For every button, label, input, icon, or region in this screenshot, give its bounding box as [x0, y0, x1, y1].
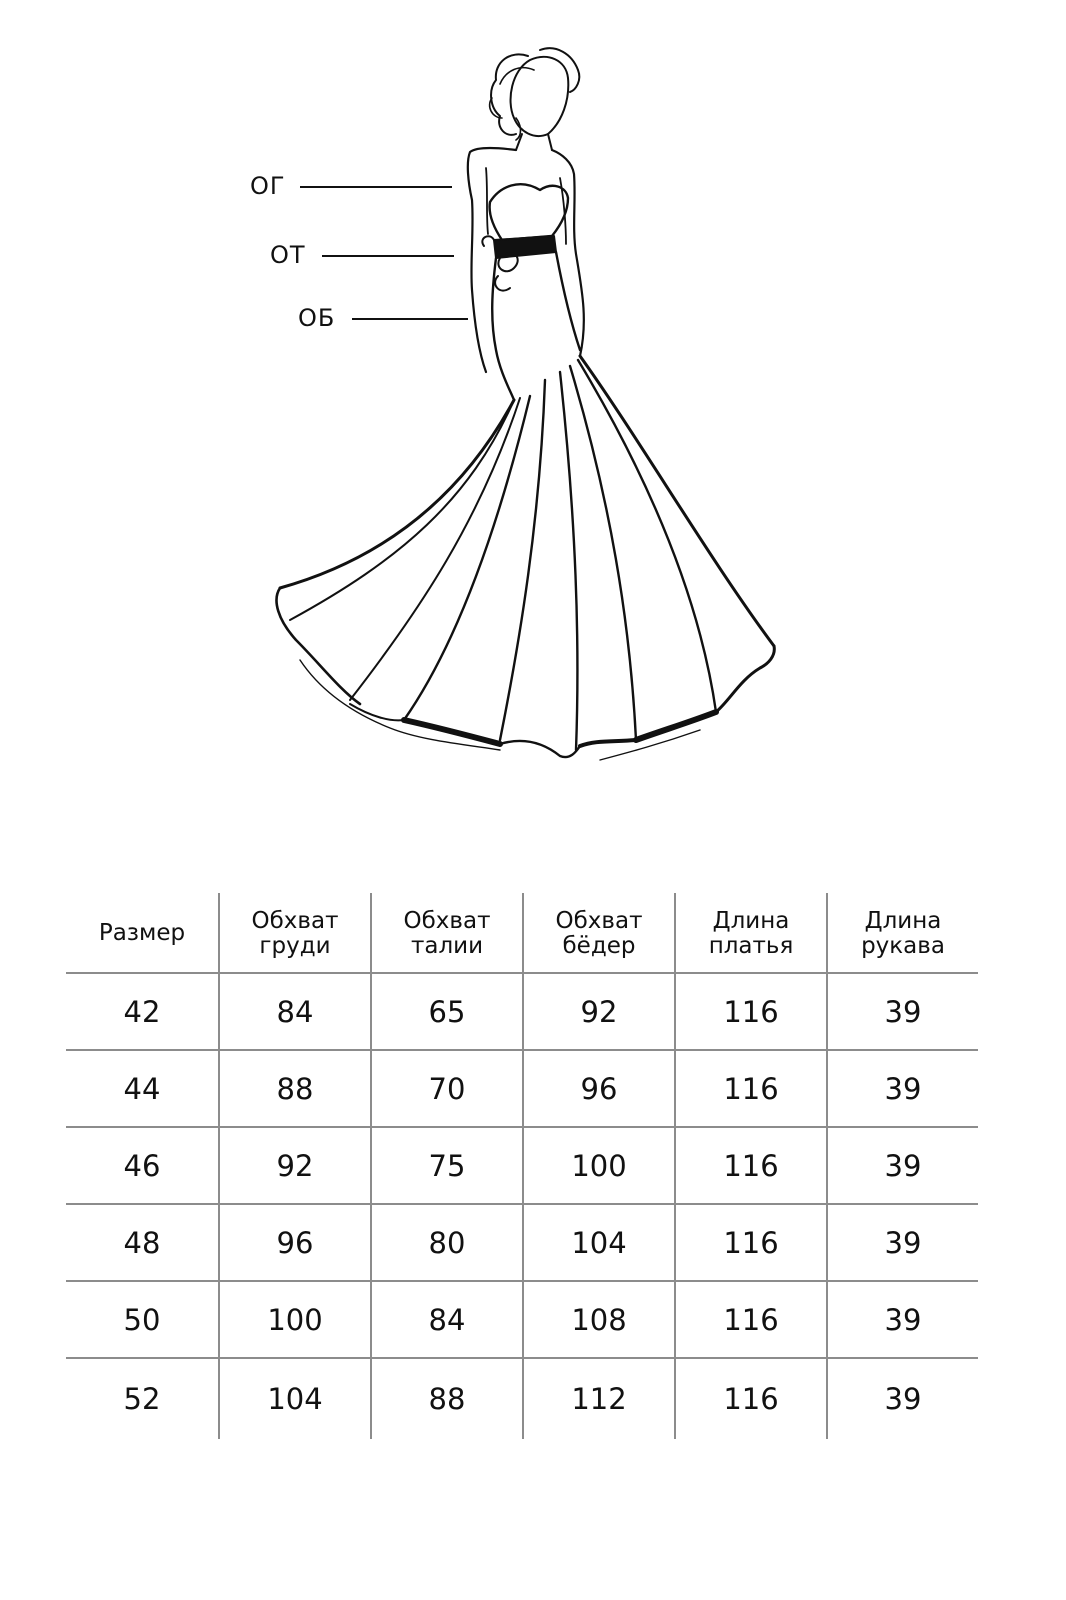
cell-size: 52: [123, 1382, 161, 1416]
cell-hips: 96: [522, 1051, 674, 1126]
cell-dress-length: 116: [674, 1282, 826, 1357]
waist-label: ОТ: [270, 241, 306, 269]
table-row: [66, 974, 978, 1051]
cell-bust: 88: [218, 1051, 370, 1126]
cell-size: 48: [123, 1225, 161, 1260]
cell-bust: 104: [218, 1359, 370, 1439]
cell-sleeve-length: 39: [826, 1128, 978, 1203]
header-sleeve-length: Длина рукава: [826, 893, 978, 972]
cell-hips: 112: [522, 1359, 674, 1439]
header-dress-length: Длина платья: [674, 893, 826, 972]
waist-pointer-line: [322, 255, 454, 257]
cell-hips: 104: [522, 1205, 674, 1280]
cell-dress-length: 116: [674, 974, 826, 1049]
cell-sleeve-length: 39: [826, 1205, 978, 1280]
table-row: [66, 1205, 978, 1282]
cell-dress-length: 116: [674, 1128, 826, 1203]
table-row: [66, 1128, 978, 1205]
cell-hips: 92: [522, 974, 674, 1049]
bust-label: ОГ: [250, 172, 286, 200]
header-size: Размер: [98, 920, 186, 946]
cell-sleeve-length: 39: [826, 1282, 978, 1357]
table-row: [66, 1359, 978, 1439]
size-table: [66, 893, 978, 1439]
cell-sleeve-length: 39: [826, 1359, 978, 1439]
cell-size: 44: [123, 1071, 161, 1106]
header-hips: Обхват бёдер: [522, 893, 674, 972]
cell-waist: 70: [370, 1051, 522, 1126]
cell-waist: 80: [370, 1205, 522, 1280]
table-row: [66, 1282, 978, 1359]
hips-label: ОБ: [298, 304, 336, 332]
cell-bust: 96: [218, 1205, 370, 1280]
cell-sleeve-length: 39: [826, 974, 978, 1049]
cell-dress-length: 116: [674, 1205, 826, 1280]
header-bust: Обхват груди: [218, 893, 370, 972]
bust-pointer-line: [300, 186, 452, 188]
cell-dress-length: 116: [674, 1359, 826, 1439]
header-waist: Обхват талии: [370, 893, 522, 972]
cell-waist: 75: [370, 1128, 522, 1203]
cell-size: 42: [123, 994, 161, 1029]
cell-bust: 84: [218, 974, 370, 1049]
cell-bust: 100: [218, 1282, 370, 1357]
cell-waist: 88: [370, 1359, 522, 1439]
cell-dress-length: 116: [674, 1051, 826, 1126]
table-row: [66, 1051, 978, 1128]
table-header-row: [66, 893, 978, 974]
cell-sleeve-length: 39: [826, 1051, 978, 1126]
cell-hips: 108: [522, 1282, 674, 1357]
cell-hips: 100: [522, 1128, 674, 1203]
cell-bust: 92: [218, 1128, 370, 1203]
cell-waist: 65: [370, 974, 522, 1049]
cell-size: 46: [123, 1148, 161, 1183]
hips-pointer-line: [352, 318, 468, 320]
cell-waist: 84: [370, 1282, 522, 1357]
cell-size: 50: [123, 1302, 161, 1337]
